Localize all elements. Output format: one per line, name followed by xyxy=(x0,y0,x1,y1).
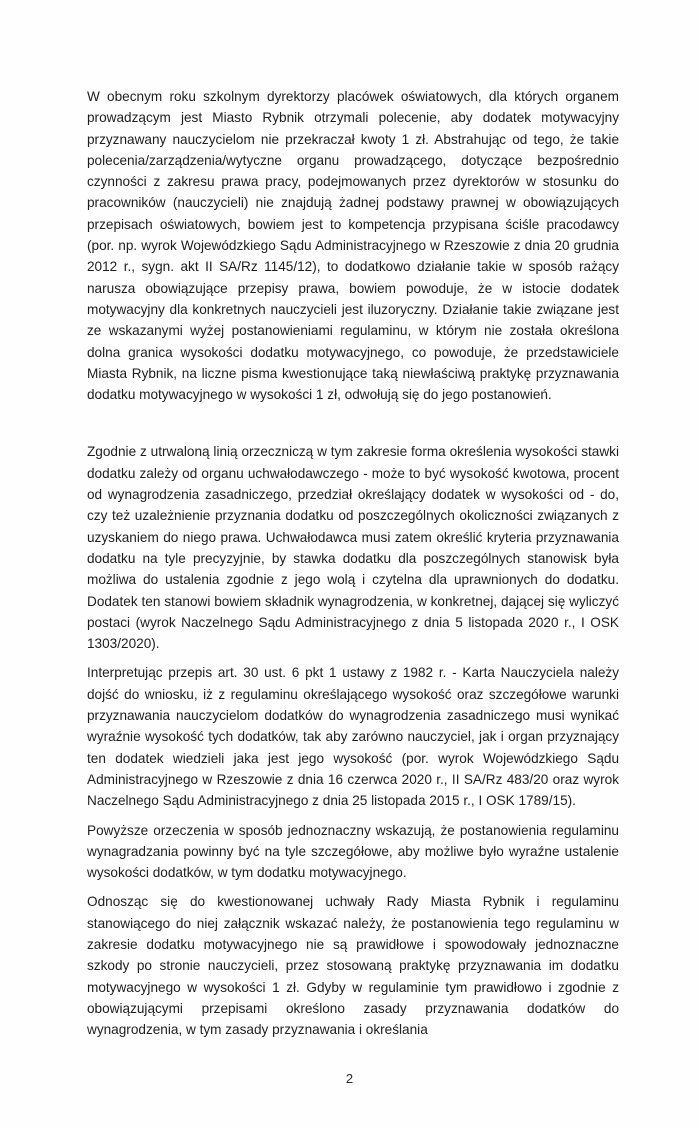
paragraph-contested-resolution: Odnosząc się do kwestionowanej uchwały Rady Miasta Rybnik i regulaminu stanowiącego do niej załącznik wskazać należy, że postanowienia tego regulaminu w zakresie dodatku motywacyjnego nie są prawidłowe i spowodowały jednoznaczne szkody po stronie nauczycieli, przez stosowaną praktykę przyznawania im dodatku motywacyjnego w wysokości 1 zł. Gdyby w regulaminie tym prawidłowo i zgodnie z obowiązującymi przepisami określono zasady przyznawania dodatków do wynagrodzenia, w tym zasady przyznawania i określania xyxy=(87,894,619,1038)
paragraph-motivational-bonus-directive: W obecnym roku szkolnym dyrektorzy placówek oświatowych, dla których organem prowadzącym jest Miasto Rybnik otrzymali polecenie, aby dodatek motywacyjny przyznawany nauczycielom nie przekraczał kwoty 1 zł. Abstrahując od tego, że takie polecenia/zarządzenia/wytyczne organu prowadzącego, dotyczące bezpośrednio czynności z zakresu prawa pracy, podejmowanych przez dyrektorów w stosunku do pracowników (nauczycieli) nie znajdują żadnej podstawy prawnej w obowiązujących przepisach oświatowych, bowiem jest to kompetencja przypisana ściśle pracodawcy (por. np. wyrok Wojewódzkiego Sądu Administracyjnego w Rzeszowie z dnia 20 grudnia 2012 r., sygn. akt II SA/Rz 1145/12), to dodatkowo działanie takie w sposób rażący narusza obowiązujące przepisy prawa, bowiem powoduje, że w istocie dodatek motywacyjny dla konkretnych nauczycieli jest iluzoryczny. Działanie takie związane jest ze wskazanymi wyżej postanowieniami regulaminu, w którym nie została określona dolna granica wysokości dodatku motywacyjnego, co powoduje, że przedstawiciele Miasta Rybnik, na liczne pisma kwestionujące taką niewłaściwą praktykę przyznawania dodatku motywacyjnego w wysokości 1 zł, odwołują się do jego postanowień. xyxy=(87,89,619,403)
paragraph-rulings-summary: Powyższe orzeczenia w sposób jednoznaczny wskazują, że postanowienia regulaminu wynagradzania powinny być na tyle szczegółowe, aby możliwe było wyraźne ustalenie wysokości dodatków, w tym dodatku motywacyjnego. xyxy=(87,822,619,881)
paragraph-teachers-charter-interpretation: Interpretując przepis art. 30 ust. 6 pkt 1 ustawy z 1982 r. - Karta Nauczyciela należy dojść do wniosku, iż z regulaminu określającego wysokość oraz szczegółowe warunki przyznawania nauczycielom dodatków do wynagrodzenia zasadniczego musi wynikać wyraźnie wysokość tych dodatków, tak aby zarówno nauczyciel, jak i organ przyznający ten dodatek wiedzieli jaka jest jego wysokość (por. wyrok Wojewódzkiego Sądu Administracyjnego w Rzeszowie z dnia 16 czerwca 2020 r., II SA/Rz 483/20 oraz wyrok Naczelnego Sądu Administracyjnego z dnia 25 listopada 2015 r., I OSK 1789/15). xyxy=(87,665,619,809)
document-body xyxy=(87,86,619,1040)
page-number: 2 xyxy=(345,1071,354,1087)
paragraph-case-law-bonus-form: Zgodnie z utrwaloną linią orzeczniczą w tym zakresie forma określenia wysokości stawki dodatku zależy od organu uchwałodawczego - może to być wysokość kwotowa, procent od wynagrodzenia zasadniczego, przedział określający dodatek w wysokości od - do, czy też uzależnienie przyznania dodatku od poszczególnych okoliczności związanych z uzyskaniem do niego prawa. Uchwałodawca musi zatem określić kryteria przyznawania dodatku na tyle precyzyjnie, by stawka dodatku dla poszczególnych stanowisk była możliwa do ustalenia zgodnie z jego wolą i czytelna dla uprawnionych do dodatku. Dodatek ten stanowi bowiem składnik wynagrodzenia, w konkretnej, dającej się wyliczyć postaci (wyrok Naczelnego Sądu Administracyjnego z dnia 5 listopada 2020 r., I OSK 1303/2020). xyxy=(87,444,619,652)
